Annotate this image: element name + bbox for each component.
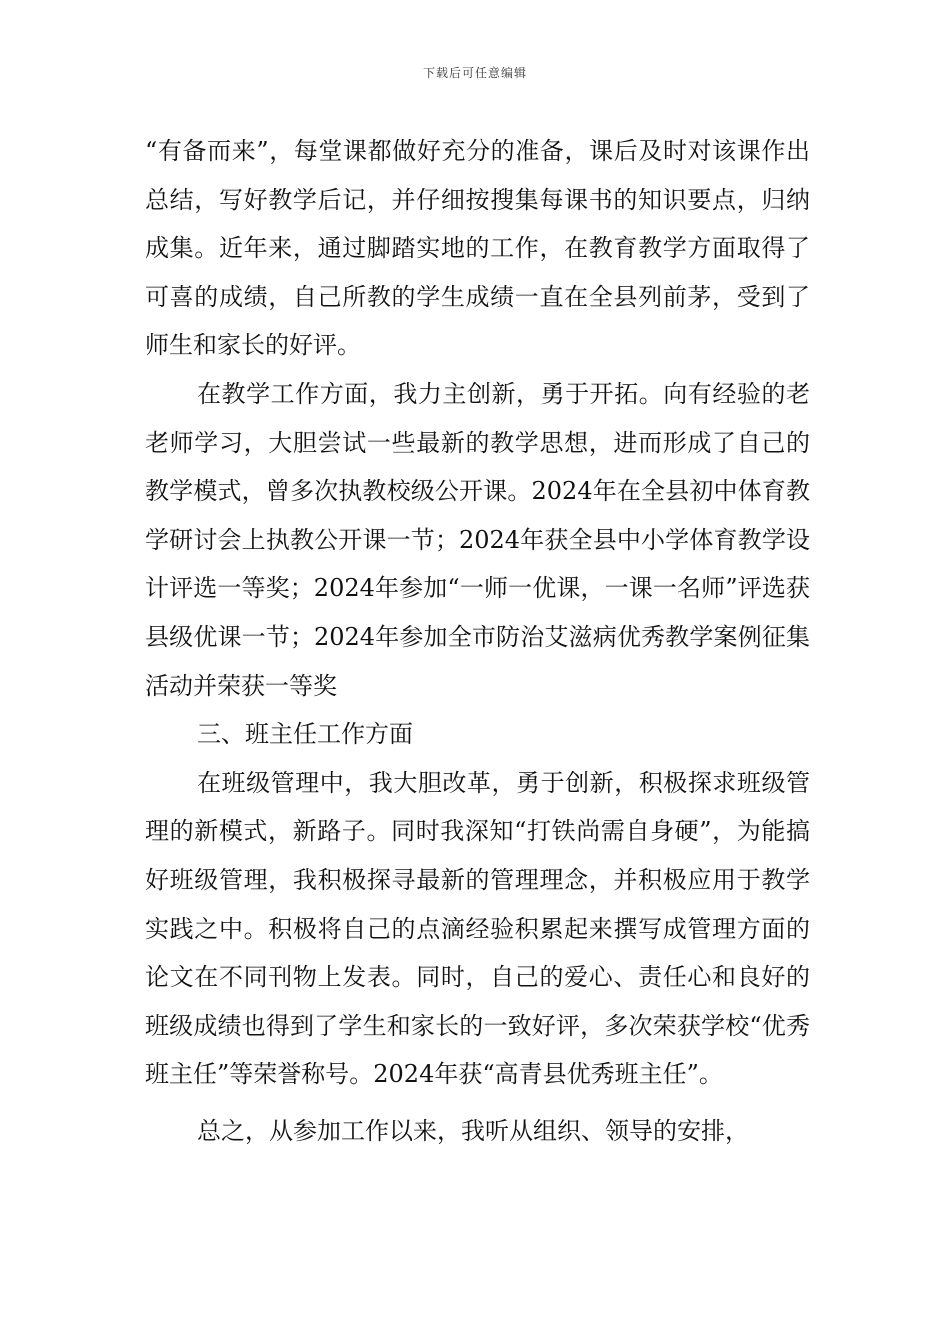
paragraph-preparation: “有备而来”，每堂课都做好充分的准备，课后及时对该课作出总结，写好教学后记，并仔细按搜集每课书的知识要点，归纳成集。近年来，通过脚踏实地的工作，在教育教学方面取得了可喜的成绩，自己所教的学生成绩一直在全县列前茅，受到了师生和家长的好评。: [145, 137, 810, 360]
document-body: [145, 127, 810, 1155]
section-heading-class-teacher: 三、班主任工作方面: [197, 720, 413, 749]
paragraph-teaching-work: 在教学工作方面，我力主创新，勇于开拓。向有经验的老老师学习，大胆尝试一些最新的教学思想，进而形成了自己的教学模式，曾多次执教校级公开课。2024年在全县初中体育教学研讨会上执教公开课一节；2024年获全县中小学体育教学设计评选一等奖；2024年参加“一师一优课，一课一名师”评选获县级优课一节；2024年参加全市防治艾滋病优秀教学案例征集活动并荣获一等奖: [145, 379, 810, 700]
paragraph-conclusion: 总之，从参加工作以来，我听从组织、领导的安排，: [197, 1116, 749, 1145]
page-header: 下载后可任意编辑: [422, 66, 527, 80]
paragraph-class-management: 在班级管理中，我大胆改革，勇于创新，积极探求班级管理的新模式，新路子。同时我深知“打铁尚需自身硬”，为能搞好班级管理，我积极探寻最新的管理理念，并积极应用于教学实践之中。积极将自己的点滴经验积累起来撰写成管理方面的论文在不同刊物上发表。同时，自己的爱心、责任心和良好的班级成绩也得到了学生和家长的一致好评，多次荣获学校“优秀班主任”等荣誉称号。2024年获“高青县优秀班主任”。: [145, 768, 810, 1089]
